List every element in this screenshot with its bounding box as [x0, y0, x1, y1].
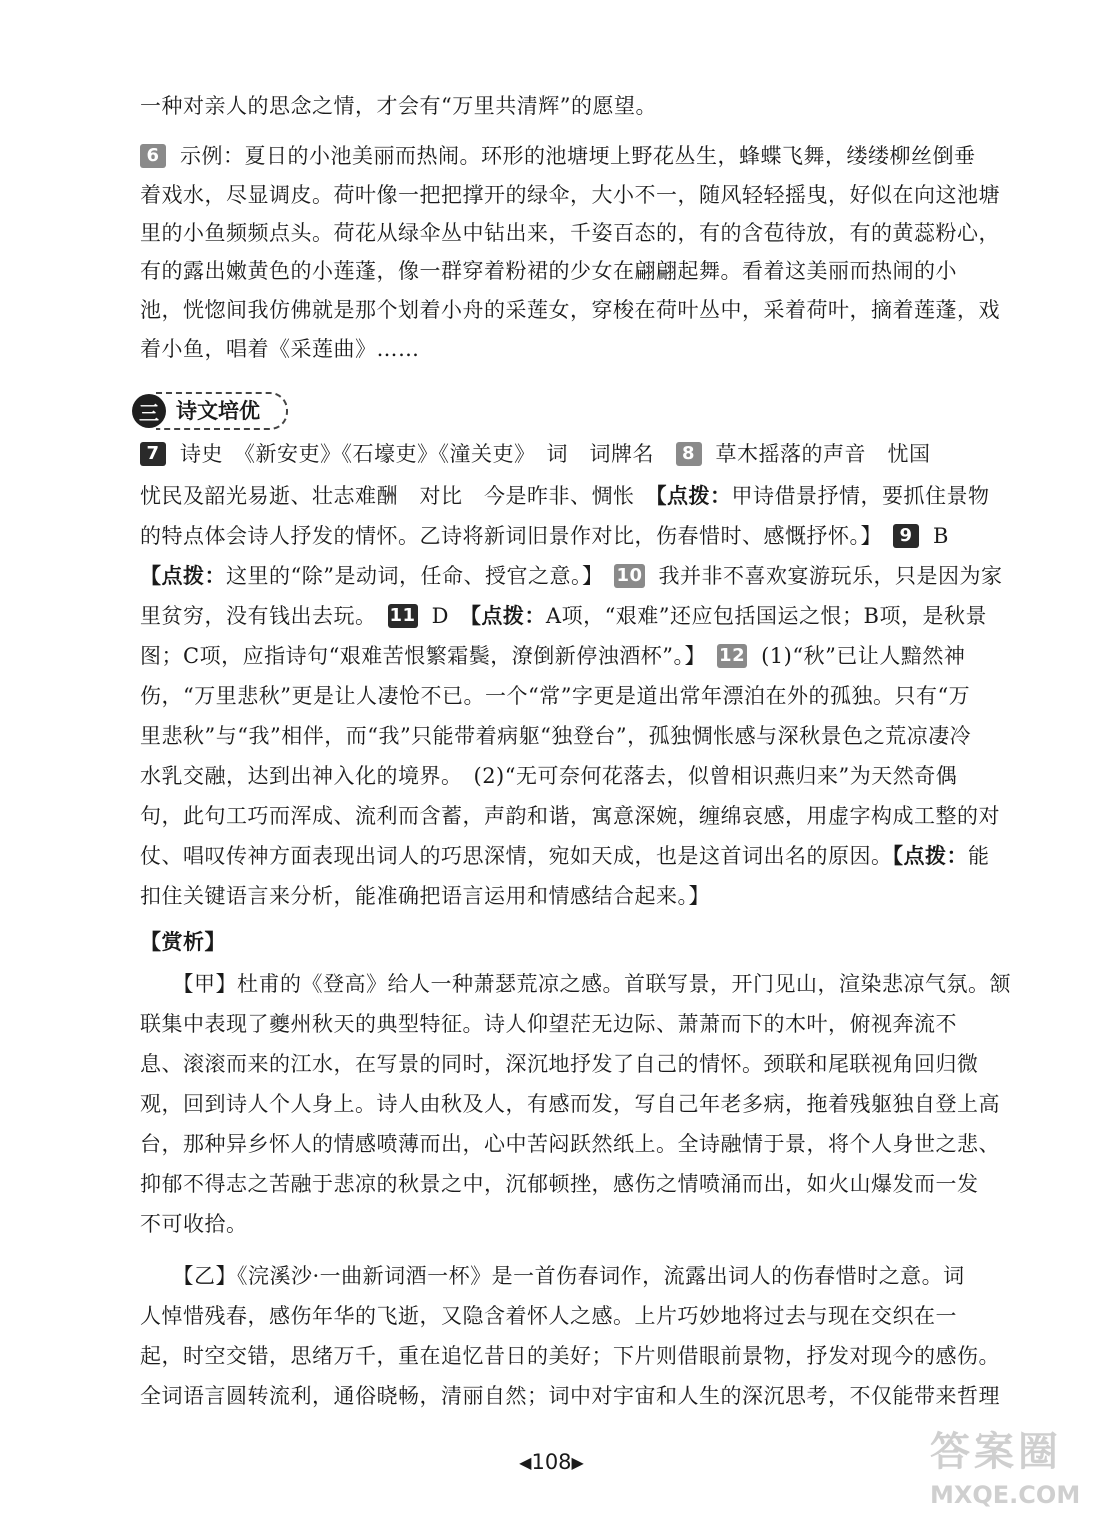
question-badge: 9 [893, 524, 919, 548]
answer-line: 扣住关键语言来分析，能准确把语言运用和情感结合起来。】 [140, 884, 710, 908]
appreciation-yi-line: 【乙】《浣溪沙·一曲新词酒一杯》是一首伤春词作，流露出词人的伤春惜时之意。词 [140, 1264, 965, 1288]
appreciation-jia-line: 联集中表现了夔州秋天的典型特征。诗人仰望茫无边际、萧萧而下的木叶，俯视奔流不 [140, 1012, 957, 1036]
section-number-badge: 三 [132, 394, 166, 428]
text-line: 有的露出嫩黄色的小莲蓬，像一群穿着粉裙的少女在翩翩起舞。看着这美丽而热闹的小 [140, 259, 957, 283]
text-line: 里的小鱼频频点头。荷花从绿伞丛中钻出来，千姿百态的，有的含苞待放，有的黄蕊粉心， [140, 221, 1000, 245]
text-line: 着戏水，尽显调皮。荷叶像一把把撑开的绿伞，大小不一，随风轻轻摇曳，好似在向这池塘 [140, 183, 1000, 207]
answer-line: 句，此句工巧而浑成、流利而含蓄，声韵和谐，寓意深婉，缠绵哀感，用虚字构成工整的对 [140, 804, 1000, 828]
answer-6-line: 6 示例：夏日的小池美丽而热闹。环形的池塘埂上野花丛生，蜂蝶飞舞，缕缕柳丝倒垂 [140, 142, 1015, 170]
appreciation-yi-line: 全词语言圆转流利，通俗晓畅，清丽自然；词中对宇宙和人生的深沉思考，不仅能带来哲理 [140, 1384, 1000, 1408]
text-line: 一种对亲人的思念之情，才会有“万里共清辉”的愿望。 [140, 94, 657, 118]
answer-line: 水乳交融，达到出神入化的境界。 (2)“无可奈何花落去，似曾相识燕归来”为天然奇偶 [140, 764, 958, 788]
watermark [930, 1420, 1100, 1530]
appreciation-jia-line: 观，回到诗人个人身上。诗人由秋及人，有感而发，写自己年老多病，拖着残躯独自登上高 [140, 1092, 1000, 1116]
hint-label: 【点拨： [140, 564, 226, 588]
question-badge: 10 [616, 565, 643, 586]
appreciation-yi-line: 起，时空交错，思绪万千，重在追忆昔日的美好；下片则借眼前景物，抒发对现今的感伤。 [140, 1344, 1000, 1368]
question-badge: 12 [719, 645, 746, 666]
text-line: 池，恍惚间我仿佛就是那个划着小舟的采莲女，穿梭在荷叶丛中，采着荷叶，摘着莲蓬，戏 [140, 298, 1000, 322]
answer-line: 的特点体会诗人抒发的情怀。乙诗将新词旧景作对比，伤春惜时、感慨抒怀。】 9 B [140, 524, 949, 548]
appreciation-jia-line: 不可收拾。 [140, 1212, 248, 1236]
question-badge: 7 [140, 442, 166, 466]
answer-line: 7 诗史 《新安吏》《石壕吏》《潼关吏》 词 词牌名 8 草木摇落的声音 忧国 [140, 440, 1015, 468]
watermark-url: MXQE.COM [930, 1481, 1081, 1509]
answer-line: 伤，“万里悲秋”更是让人凄怆不已。一个“常”字更是道出常年漂泊在外的孤独。只有“万 [140, 684, 971, 708]
hint-label: 【点拨： [656, 484, 732, 508]
text-line: 着小鱼，唱着《采莲曲》…… [140, 337, 420, 361]
hint-label: 【点拨： [892, 844, 968, 868]
question-badge: 6 [140, 144, 166, 168]
question-badge: 8 [676, 442, 702, 466]
appreciation-jia-line: 台，那种异乡怀人的情感喷薄而出，心中苦闷跃然纸上。全诗融情于景，将个人身世之悲、 [140, 1132, 1000, 1156]
left-arrow-icon: ◀ [519, 1453, 532, 1472]
right-arrow-icon: ▶ [571, 1453, 584, 1472]
page-number: ◀108▶ [519, 1450, 584, 1474]
answer-line: 仗、唱叹传神方面表现出词人的巧思深情，宛如天成，也是这首词出名的原因。【点拨：能 [140, 844, 990, 868]
appreciation-heading: 【赏析】 [140, 930, 226, 954]
section-title: 诗文培优 [156, 392, 288, 430]
answer-line: 忧民及韶光易逝、壮志难酬 对比 今是昨非、惆怅 【点拨：甲诗借景抒情，要抓住景物 [140, 484, 990, 508]
watermark-logo: 答案圈 [930, 1429, 1062, 1475]
hint-label: 【点拨： [470, 604, 546, 628]
answer-line: 里悲秋”与“我”相伴，而“我”只能带着病躯“独登台”，孤独惆怅感与深秋景色之荒凉凄冷 [140, 724, 972, 748]
appreciation-jia-line: 抑郁不得志之苦融于悲凉的秋景之中，沉郁顿挫，感伤之情喷涌而出，如火山爆发而一发 [140, 1172, 979, 1196]
section-header [132, 390, 312, 432]
appreciation-yi-line: 人悼惜残春，感伤年华的飞逝，又隐含着怀人之感。上片巧妙地将过去与现在交织在一 [140, 1304, 957, 1328]
appreciation-jia-line: 【甲】杜甫的《登高》给人一种萧瑟荒凉之感。首联写景，开门见山，渲染悲凉气氛。颔 [140, 972, 1011, 996]
answer-line: 【点拨：这里的“除”是动词，任命、授官之意。】 10 我并非不喜欢宴游玩乐，只是因为家 [140, 564, 1003, 588]
answer-line: 图；C项，应指诗句“艰难苦恨繁霜鬓，潦倒新停浊酒杯”。】 12 (1)“秋”已让人黯然神 [140, 644, 966, 668]
answer-line: 里贫穷，没有钱出去玩。 11 D 【点拨：A项，“艰难”还应包括国运之恨；B项，是秋景 [140, 604, 987, 628]
appreciation-jia-line: 息、滚滚而来的江水，在写景的同时，深沉地抒发了自己的情怀。颈联和尾联视角回归微 [140, 1052, 979, 1076]
question-badge: 11 [389, 605, 416, 626]
